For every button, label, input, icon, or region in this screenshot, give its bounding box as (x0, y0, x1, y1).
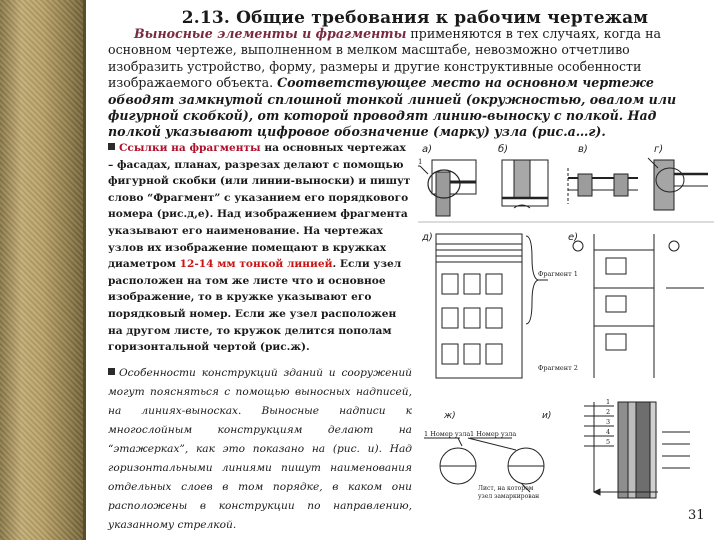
sheet-label-1: Лист, на котором (478, 485, 534, 492)
stack-num-5: 5 (606, 438, 611, 446)
stack-num-3: 3 (606, 418, 611, 426)
fig-label-zh: ж) (444, 411, 456, 421)
sheet-label-2: узел замаркирован (478, 493, 540, 500)
bullet-icon (108, 143, 115, 150)
fig-label-v: в) (578, 144, 588, 155)
fragments-text-2: . Если узел расположен на том же листе что и основное изображение, то в кружке указывают его порядковый номер. Если же узел расположен на другом листе, то кружок делится пополам горизонтальной чертой (рис.ж). (108, 258, 402, 354)
fragment-2-label: Фрагмент 2 (538, 364, 578, 372)
fig-label-e: е) (568, 232, 579, 243)
fragments-text-1: на основных чертежах – фасадах, планах, разрезах делают с помощью фигурной скобки (или линии-выноски) и пишут слово “Фрагмент” с указанием его порядкового номера (рис.д,е). Над изображением фрагмента указывают его наименование. На чертежах узлов их изображение помещают в кружках диаметром (108, 142, 411, 271)
fragment-1-label: Фрагмент 1 (538, 270, 578, 278)
stack-num-2: 2 (606, 408, 611, 416)
bullet-icon (108, 368, 115, 375)
mark-1-a: 1 (418, 158, 423, 166)
figure-node-marks-layers (418, 392, 698, 502)
left-text-column (108, 140, 412, 536)
fig-label-i: и) (542, 411, 552, 421)
fragments-lead: Ссылки на фрагменты (119, 142, 261, 154)
fragments-paragraph (108, 140, 412, 356)
decorative-side-bar (0, 0, 86, 540)
node-number-label-1: 1 Номер узла (424, 430, 471, 438)
figure-nodes-fragments (418, 138, 714, 388)
stack-num-1: 1 (606, 398, 611, 406)
fig-label-d: д) (422, 232, 433, 243)
intro-text-1: применяются в тех случаях, когда на основном чертеже, выполненном в мелком масштабе, невозможно отчетливо изобразить устройство, форму, размеры и другие конструктивные особенности изображаемого объекта. (108, 26, 661, 91)
intro-text-2: Соответствующее место на основном чертеже обводят замкнутой сплошной тонкой линией (окружностью, овалом или фигурной скобкой), от которой проводят линию-выноску с полкой. Над полкой указывают цифровое обозначение (марку) узла (рис.а…г). (108, 75, 677, 140)
page-number: 31 (688, 508, 705, 523)
fig-label-b: б) (498, 144, 509, 155)
features-paragraph (108, 364, 412, 536)
fig-label-a: а) (422, 144, 433, 155)
stack-num-4: 4 (606, 428, 611, 436)
fig-label-g: г) (654, 144, 664, 155)
features-text: Особенности конструкций зданий и сооружений могут поясняться с помощью выносных надписей, на линиях-выносках. Выносные надписи к многослойным конструкциям делают на “этажерках”, как это показано на (рис. и). Над горизонтальными линиями пишут наименования отдельных слоев в том порядке, в каком они расположены в конструкции по направлению, указанному стрелкой. (108, 366, 412, 532)
node-number-label-2: 1 Номер узла (470, 430, 517, 438)
fragments-red-text: 12-14 мм тонкой линией (179, 258, 333, 271)
intro-lead: Выносные элементы и фрагменты (134, 26, 407, 41)
page-title: 2.13. Общие требования к рабочим чертежам (181, 8, 649, 28)
intro-paragraph (108, 26, 692, 141)
